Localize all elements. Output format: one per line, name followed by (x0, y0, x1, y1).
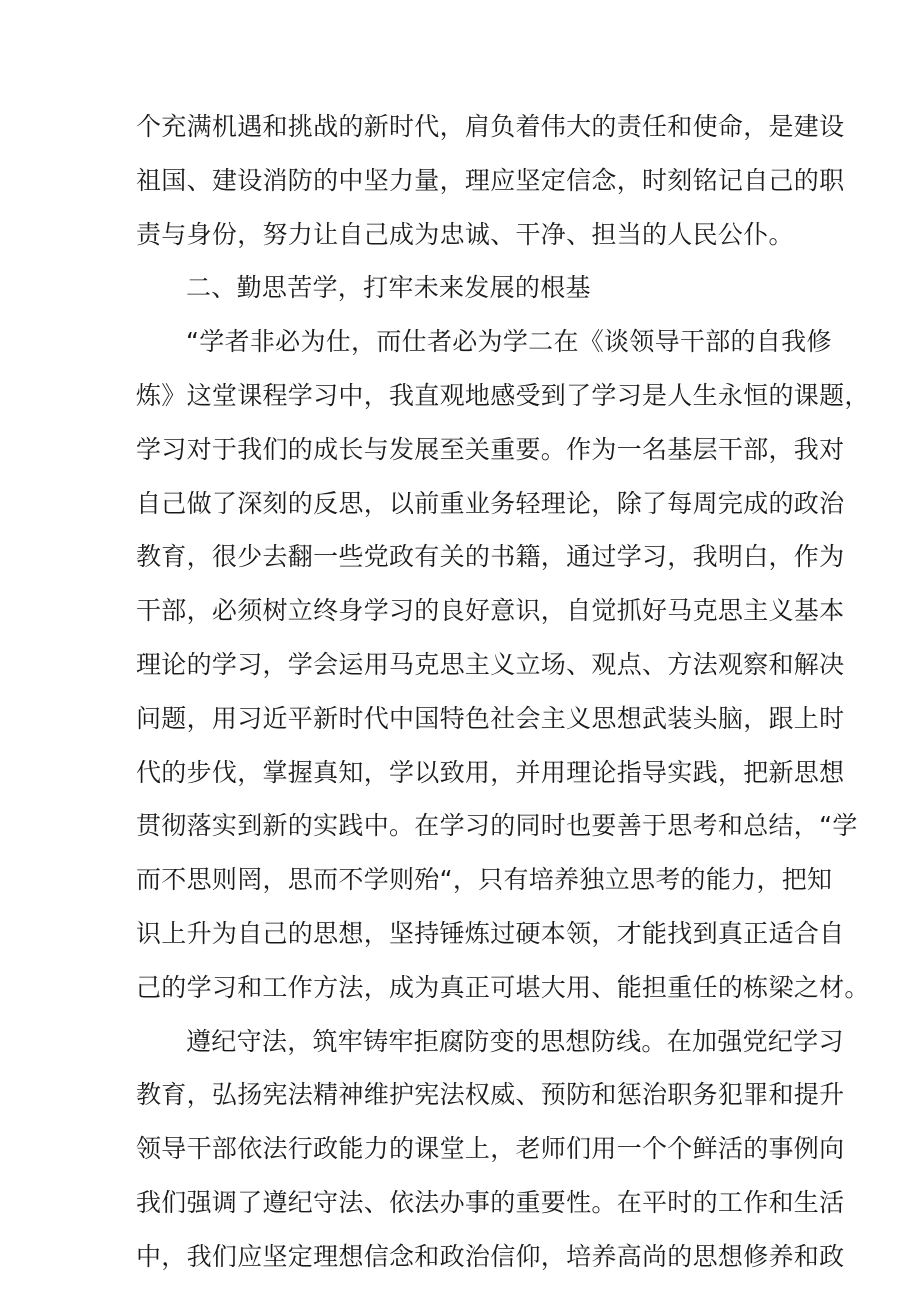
text-line: 干部，必须树立终身学习的良好意识，自觉抓好马克思主义基本 (136, 596, 845, 626)
text-line: 中，我们应坚定理想信念和政治信仰，培养高尚的思想修养和政 (136, 1241, 845, 1271)
text-line: 理论的学习，学会运用马克思主义立场、观点、方法观察和解决 (136, 649, 845, 679)
text-line: 领导干部依法行政能力的课堂上，老师们用一个个鲜活的事例向 (136, 1134, 845, 1164)
text-line: 己的学习和工作方法，成为真正可堪大用、能担重任的栋梁之材。 (136, 972, 870, 1002)
text-line: 炼》这堂课程学习中，我直观地感受到了学习是人生永恒的课题， (136, 380, 870, 410)
text-line: 祖国、建设消防的中坚力量，理应坚定信念，时刻铭记自己的职 (136, 165, 845, 195)
text-line: 代的步伐，掌握真知，学以致用，并用理论指导实践，把新思想 (136, 757, 845, 787)
text-line: 遵纪守法，筑牢铸牢拒腐防变的思想防线。在加强党纪学习 (186, 1026, 844, 1056)
text-line: 教育，弘扬宪法精神维护宪法权威、预防和惩治职务犯罪和提升 (136, 1080, 845, 1110)
text-line: 教育，很少去翻一些党政有关的书籍，通过学习，我明白，作为 (136, 542, 845, 572)
text-line: 问题，用习近平新时代中国特色社会主义思想武装头脑，跟上时 (136, 703, 845, 733)
document-body (136, 100, 870, 1284)
text-line: “学者非必为仕，而仕者必为学二在《谈领导干部的自我修 (186, 327, 832, 357)
text-line: 而不思则罔，思而不学则殆“，只有培养独立思考的能力，把知 (136, 865, 833, 895)
text-line: 自己做了深刻的反思，以前重业务轻理论，除了每周完成的政治 (136, 488, 845, 518)
text-line: 个充满机遇和挑战的新时代，肩负着伟大的责任和使命，是建设 (136, 112, 845, 141)
text-line: 学习对于我们的成长与发展至关重要。作为一名基层干部，我对 (136, 434, 845, 464)
text-line: 贯彻落实到新的实践中。在学习的同时也要善于思考和总结，“学 (136, 811, 858, 841)
text-line: 我们强调了遵纪守法、依法办事的重要性。在平时的工作和生活 (136, 1187, 845, 1217)
text-line: 责与身份，努力让自己成为忠诚、干净、担当的人民公仆。 (136, 219, 794, 249)
text-line: 识上升为自己的思想，坚持锤炼过硬本领，才能找到真正适合自 (136, 918, 845, 948)
section-heading: 二、勤思苦学，打牢未来发展的根基 (186, 273, 591, 303)
